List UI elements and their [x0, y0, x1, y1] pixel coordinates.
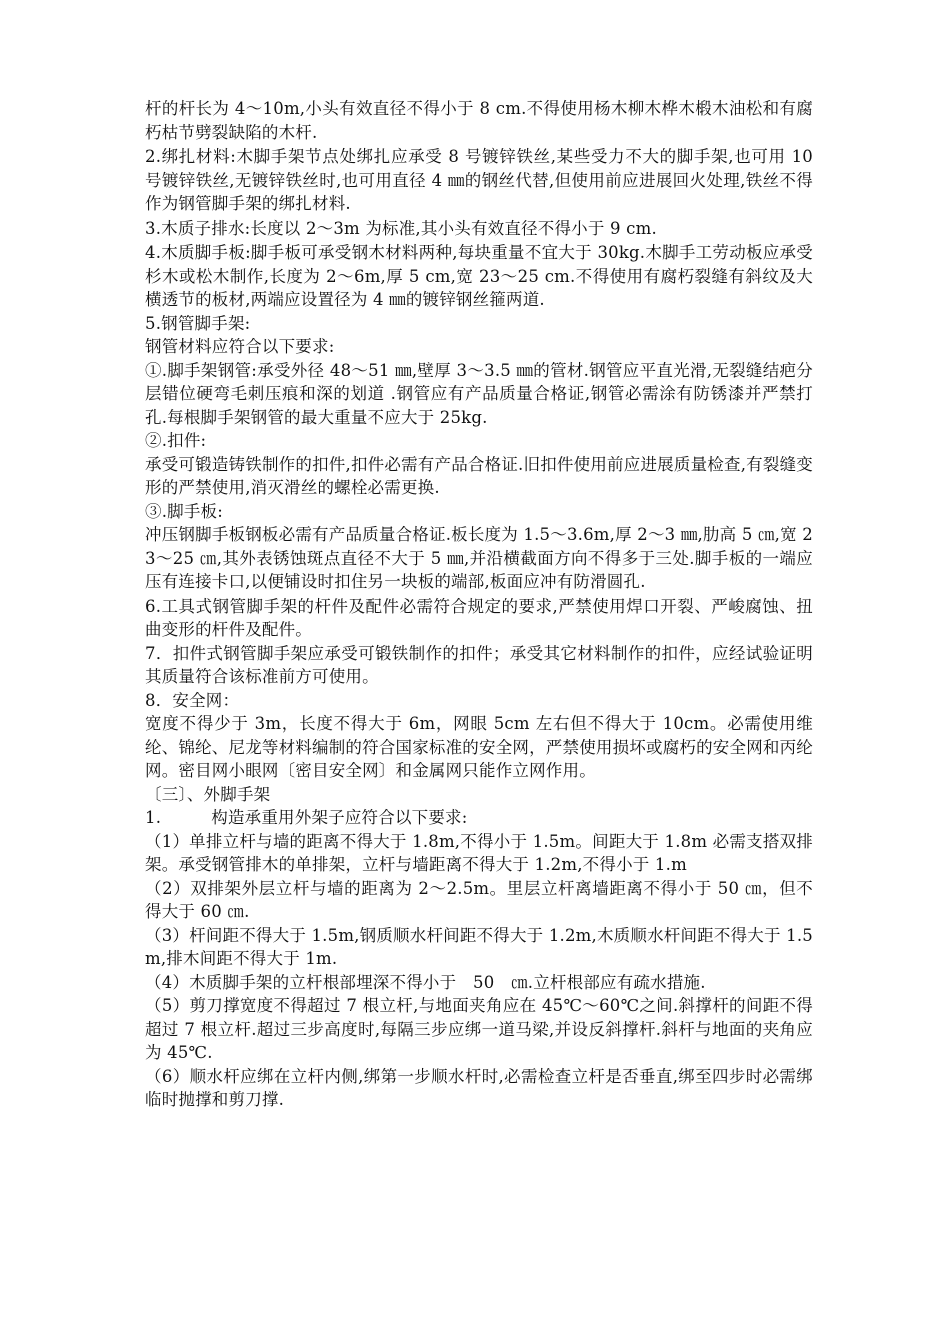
paragraph-couplers: 承受可锻造铸铁制作的扣件,扣件必需有产品合格证.旧扣件使用前应进展质量检查,有裂缝变形的严禁使用,消灭滑丝的螺栓必需更换.	[145, 454, 813, 497]
paragraph-wood-ledger: 3.木质子排水:长度以 2～3m 为标准,其小头有效直径不得小于 9 cm.	[145, 218, 657, 238]
heading-scaffold-board: ③.脚手板:	[145, 501, 224, 521]
heading-couplers: ②.扣件:	[145, 431, 207, 450]
paragraph-binding-material: 2.绑扎材料:木脚手架节点处绑扎应承受 8 号镀锌铁丝,某些受力不大的脚手架,也可用 10 号镀锌铁丝,无镀锌铁丝时,也可用直径 4 ㎜的钢丝代替,但使用前应进展回火处理,铁丝不得作为钢管脚手架的绑扎材料.	[145, 147, 813, 213]
item-1-single-row: （1）单排立杆与墙的距离不得大于 1.8m,不得小于 1.5m。间距大于 1.8m 必需支搭双排架。承受钢管排木的单排架，立杆与墙距离不得大于 1.2m,不得小于 1.m	[145, 831, 813, 874]
item-4-pole-burial: （4）木质脚手架的立杆根部埋深不得小于 50 ㎝.立杆根部应有疏水措施.	[145, 972, 706, 992]
paragraph-poles-length: 杆的杆长为 4～10m,小头有效直径不得小于 8 cm.不得使用杨木柳木桦木椴木油松和有腐朽枯节劈裂缺陷的木杆.	[145, 99, 813, 142]
item-6-ledger: （6）顺水杆应绑在立杆内侧,绑第一步顺水杆时,必需检查立杆是否垂直,绑至四步时必需绑临时抛撑和剪刀撑.	[145, 1066, 813, 1109]
item-3-pole-spacing: （3）杆间距不得大于 1.5m,钢质顺水杆间距不得大于 1.2m,木质顺水杆间距不得大于 1.5m,排木间距不得大于 1m.	[145, 925, 813, 968]
paragraph-wood-scaffold-board: 4.木质脚手板:脚手板可承受钢木材料两种,每块重量不宜大于 30kg.木脚手工劳动板应承受杉木或松木制作,长度为 2～6m,厚 5 cm,宽 23～25 cm.不得使用有腐朽裂缝有斜纹及大横透节的板材,两端应设置径为 4 ㎜的镀锌钢丝箍两道.	[145, 243, 813, 309]
paragraph-tool-scaffold: 6.工具式钢管脚手架的杆件及配件必需符合规定的要求,严禁使用焊口开裂、严峻腐蚀、扭曲变形的杆件及配件。	[145, 596, 813, 639]
paragraph-safety-net: 宽度不得少于 3m，长度不得大于 6m，网眼 5cm 左右但不得大于 10cm。必需使用维纶、锦纶、尼龙等材料编制的符合国家标准的安全网，严禁使用损坏或腐朽的安全网和丙纶网。密目网小眼网〔密目安全网〕和金属网只能作立网作用。	[145, 714, 813, 780]
paragraph-steel-tube: ①.脚手架钢管:承受外径 48～51 ㎜,壁厚 3～3.5 ㎜的管材.钢管应平直光滑,无裂缝结疤分层错位硬弯毛刺压痕和深的划道 .钢管应有产品质量合格证,钢管必需涂有防锈漆并严禁打孔.每根脚手架钢管的最大重量不应大于 25kg.	[145, 360, 813, 427]
document-body	[145, 97, 813, 1112]
heading-steel-scaffold: 5.钢管脚手架:	[145, 313, 251, 333]
heading-external-scaffold: 〔三〕、外脚手架	[145, 784, 271, 804]
paragraph-coupler-scaffold: 7．扣件式钢管脚手架应承受可锻铁制作的扣件；承受其它材料制作的扣件，应经试验证明其质量符合该标准前方可使用。	[145, 643, 813, 686]
paragraph-steel-board: 冲压钢脚手板钢板必需有产品质量合格证.板长度为 1.5～3.6m,厚 2～3 ㎜,肋高 5 ㎝,宽 23～25 ㎝,其外表锈蚀斑点直径不大于 5 ㎜,并沿横截面方向不得多于三处.脚手板的一端应压有连接卡口,以便铺设时扣住另一块板的端部,板面应冲有防滑圆孔.	[145, 525, 813, 591]
paragraph-load-requirements: 1. 构造承重用外架子应符合以下要求:	[145, 808, 468, 827]
item-2-double-row: （2）双排架外层立杆与墙的距离为 2～2.5m。里层立杆离墙距离不得小于 50 ㎝，但不得大于 60 ㎝.	[145, 878, 813, 921]
heading-safety-net: 8．安全网：	[145, 690, 240, 710]
item-5-cross-bracing: （5）剪刀撑宽度不得超过 7 根立杆,与地面夹角应在 45℃～60℃之间.斜撑杆的间距不得超过 7 根立杆.超过三步高度时,每隔三步应绑一道马梁,并设反斜撑杆.斜杆与地面的夹角应为 45℃.	[145, 996, 813, 1062]
paragraph-steel-requirements: 钢管材料应符合以下要求:	[145, 337, 335, 356]
